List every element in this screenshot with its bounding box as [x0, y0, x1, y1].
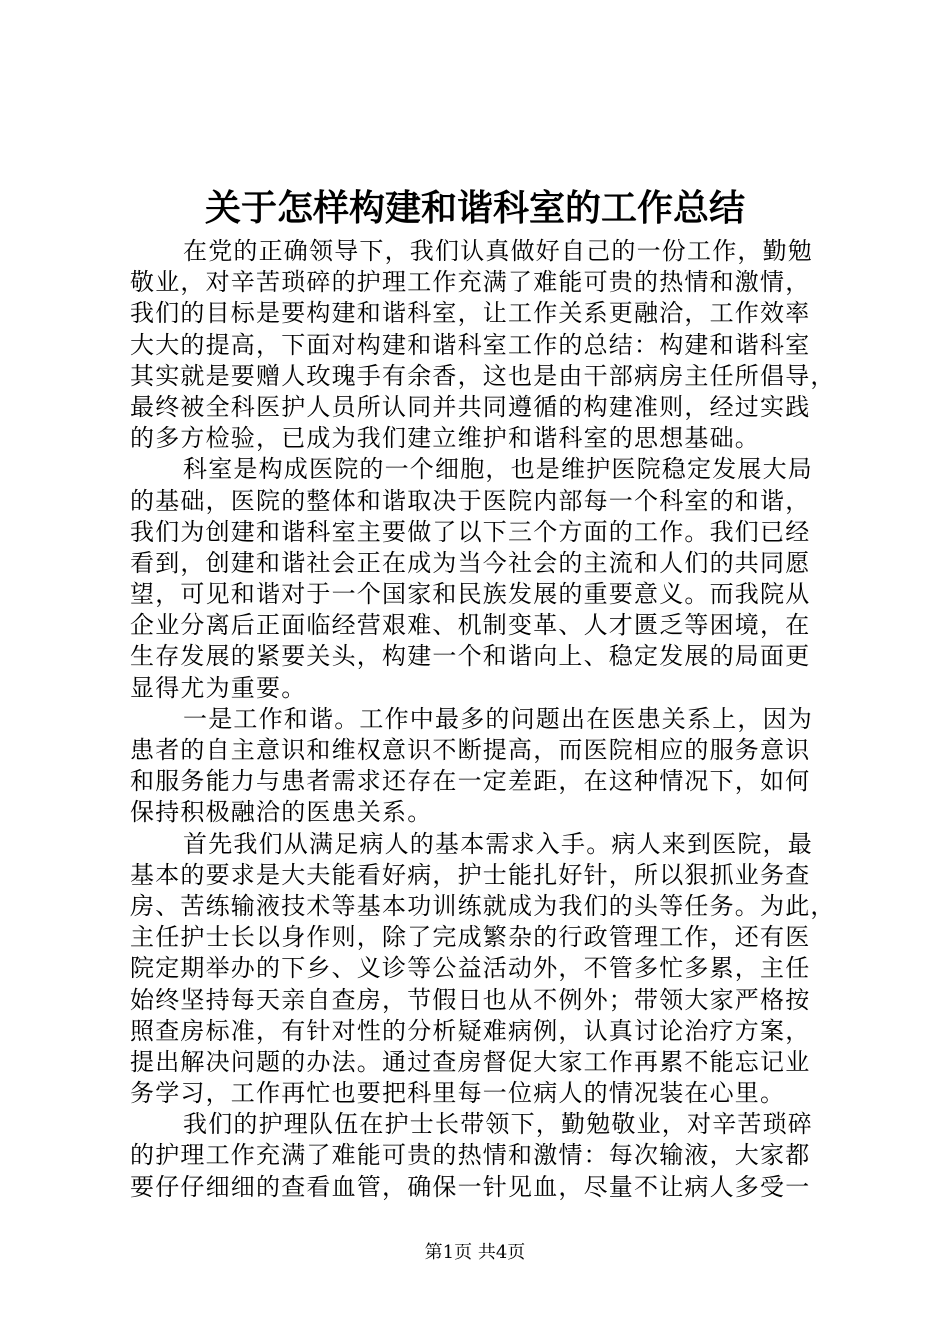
text-line: 显得尤为重要。 [130, 673, 307, 702]
text-line: 务学习，工作再忙也要把科里每一位病人的情况装在心里。 [130, 1079, 786, 1108]
text-line: 在党的正确领导下，我们认真做好自己的一份工作，勤勉 [183, 237, 813, 265]
text-line: 照查房标准，有针对性的分析疑难病例，认真讨论治疗方案， [130, 1016, 811, 1045]
text-line: 房、苦练输液技术等基本功训练就成为我们的头等任务。为此， [130, 891, 836, 920]
text-line: 最终被全科医护人员所认同并共同遵循的构建准则，经过实践 [130, 392, 811, 421]
text-line: 始终坚持每天亲自查房，节假日也从不例外；带领大家严格按 [130, 985, 811, 1014]
text-line: 院定期举办的下乡、义诊等公益活动外，不管多忙多累，主任 [130, 954, 811, 983]
text-line: 我们的护理队伍在护士长带领下，勤勉敬业，对辛苦琐碎 [183, 1110, 813, 1139]
text-line: 要仔仔细细的查看血管，确保一针见血，尽量不让病人多受一 [130, 1172, 811, 1201]
text-line: 科室是构成医院的一个细胞，也是维护医院稳定发展大局 [183, 455, 813, 484]
text-line: 企业分离后正面临经营艰难、机制变革、人才匮乏等困境，在 [130, 611, 811, 640]
text-line: 提出解决问题的办法。通过查房督促大家工作再累不能忘记业 [130, 1047, 811, 1076]
text-line: 患者的自主意识和维权意识不断提高，而医院相应的服务意识 [130, 736, 811, 764]
text-line: 敬业，对辛苦琐碎的护理工作充满了难能可贵的热情和激情， [130, 268, 811, 297]
text-line: 生存发展的紧要关头，构建一个和谐向上、稳定发展的局面更 [130, 642, 811, 671]
text-line: 大大的提高，下面对构建和谐科室工作的总结：构建和谐科室 [130, 330, 811, 359]
text-line: 望，可见和谐对于一个国家和民族发展的重要意义。而我院从 [130, 580, 811, 609]
text-line: 的多方检验，已成为我们建立维护和谐科室的思想基础。 [130, 424, 760, 453]
text-line: 其实就是要赠人玫瑰手有余香，这也是由干部病房主任所倡导， [130, 361, 836, 390]
document-body [130, 236, 836, 1203]
text-line: 一是工作和谐。工作中最多的问题出在医患关系上，因为 [183, 704, 813, 733]
text-line: 保持积极融洽的医患关系。 [130, 798, 433, 827]
text-line: 看到，创建和谐社会正在成为当今社会的主流和人们的共同愿 [130, 548, 811, 577]
text-line: 主任护士长以身作则，除了完成繁杂的行政管理工作，还有医 [130, 923, 811, 952]
page-number: 第1页 共4页 [424, 1242, 526, 1263]
document-title: 关于怎样构建和谐科室的工作总结 [204, 187, 745, 229]
text-line: 基本的要求是大夫能看好病，护士能扎好针，所以狠抓业务查 [130, 860, 811, 889]
text-line: 首先我们从满足病人的基本需求入手。病人来到医院，最 [183, 829, 813, 858]
text-line: 和服务能力与患者需求还存在一定差距，在这种情况下，如何 [130, 767, 811, 796]
text-line: 的护理工作充满了难能可贵的热情和激情：每次输液，大家都 [130, 1141, 811, 1170]
text-line: 我们为创建和谐科室主要做了以下三个方面的工作。我们已经 [130, 517, 811, 546]
text-line: 我们的目标是要构建和谐科室，让工作关系更融洽，工作效率 [130, 299, 811, 328]
text-line: 的基础，医院的整体和谐取决于医院内部每一个科室的和谐， [130, 486, 811, 515]
